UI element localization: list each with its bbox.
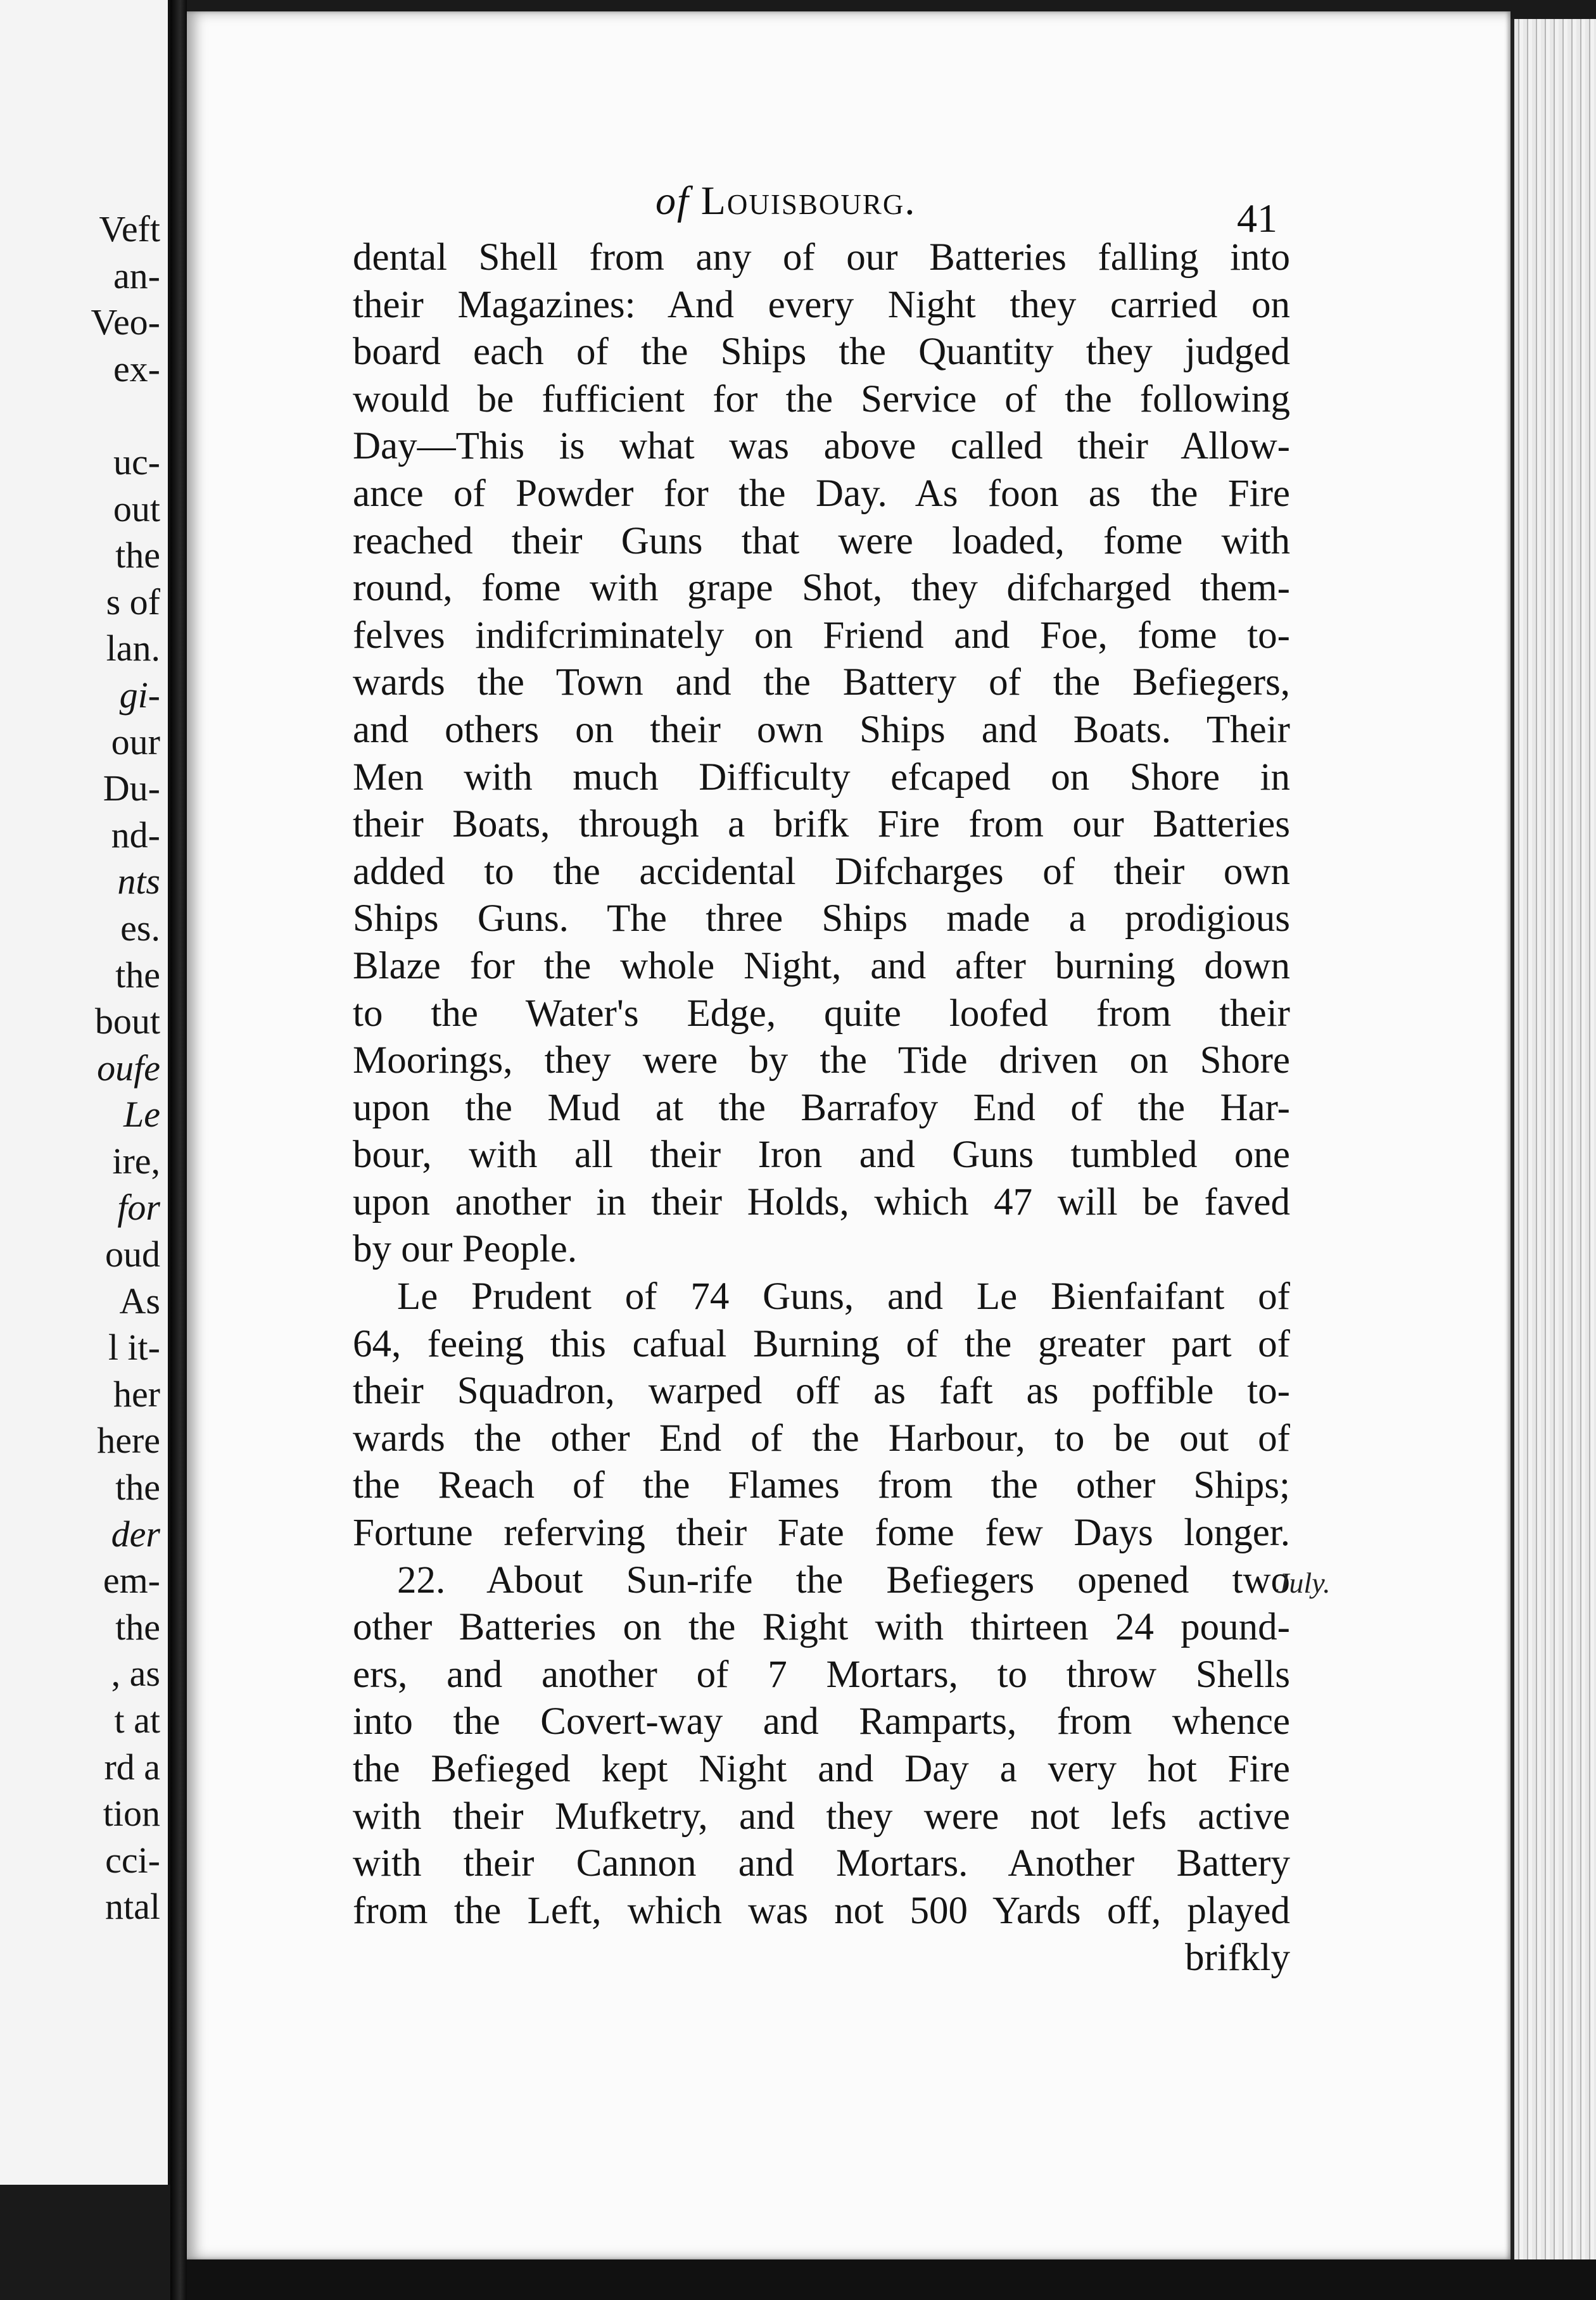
left-line: an- — [113, 255, 160, 296]
left-line: , as — [111, 1653, 160, 1695]
left-line: nd- — [111, 814, 160, 856]
left-line: her — [113, 1373, 160, 1415]
text-line: Men with much Difficulty efcaped on Shore in — [353, 755, 1290, 799]
left-line: Veo- — [91, 301, 160, 343]
catchword: brifkly — [1184, 1937, 1290, 1980]
text-line: the Reach of the Flames from the other Ships; — [353, 1464, 1290, 1507]
text-line: 22. About Sun-rife the Befiegers opened two — [397, 1558, 1290, 1602]
left-line: gi- — [119, 674, 160, 716]
left-line: Le — [124, 1094, 160, 1135]
text-line: 64, feeing this cafual Burning of the greater part of — [353, 1322, 1290, 1365]
left-line: ex- — [113, 348, 160, 389]
left-line: cci- — [105, 1839, 160, 1881]
text-line: upon the Mud at the Barrafoy End of the Har- — [353, 1086, 1290, 1129]
left-line: t at — [114, 1700, 160, 1741]
left-line: ntal — [105, 1886, 160, 1928]
text-line: wards the Town and the Battery of the Befiegers, — [353, 661, 1290, 704]
left-line — [91, 392, 160, 439]
text-line: into the Covert-way and Ramparts, from whence — [353, 1700, 1290, 1743]
left-line: out — [113, 488, 160, 529]
page-number: 41 — [1237, 196, 1277, 241]
running-head-of: of — [656, 178, 690, 223]
left-line: the — [115, 534, 160, 576]
text-line: to the Water's Edge, quite loofed from their — [353, 992, 1290, 1035]
left-line: our — [111, 721, 160, 762]
text-line: round, fome with grape Shot, they difcharged them- — [353, 567, 1290, 610]
running-head — [656, 177, 916, 224]
left-line: der — [111, 1513, 160, 1555]
text-line: with their Mufketry, and they were not lefs active — [353, 1795, 1290, 1838]
text-line: felves indifcriminately on Friend and Foe, fome to- — [353, 614, 1290, 657]
text-line: added to the accidental Difcharges of their own — [353, 850, 1290, 893]
left-page — [0, 0, 170, 2185]
text-line: Moorings, they were by the Tide driven on Shore — [353, 1039, 1290, 1082]
left-line: s of — [106, 581, 160, 622]
text-line: and others on their own Ships and Boats. Their — [353, 708, 1290, 751]
left-line: nts — [117, 861, 160, 902]
book-gutter — [170, 0, 187, 2300]
left-line: l it- — [108, 1327, 160, 1368]
left-line: es. — [120, 907, 160, 949]
left-line: lan. — [106, 628, 160, 669]
margin-note-date: July. — [1276, 1567, 1331, 1599]
left-line: Veft — [99, 208, 160, 250]
text-line: other Batteries on the Right with thirteen 24 pound- — [353, 1606, 1290, 1649]
text-line: their Boats, through a brifk Fire from our Batteries — [353, 803, 1290, 846]
left-line: bout — [94, 1001, 160, 1042]
text-line: their Magazines: And every Night they carried on — [353, 283, 1290, 326]
text-line: their Squadron, warped off as faft as poffible to- — [353, 1370, 1290, 1413]
text-line: the Befieged kept Night and Day a very hot Fire — [353, 1748, 1290, 1790]
left-line: Du- — [103, 768, 160, 809]
left-line: the — [115, 1467, 160, 1508]
left-line: the — [115, 954, 160, 995]
left-line: the — [115, 1606, 160, 1648]
main-page — [187, 11, 1510, 2259]
text-line: Fortune referving their Fate fome few Days longer. — [353, 1512, 1290, 1555]
left-line: oufe — [97, 1047, 160, 1089]
left-line: As — [119, 1280, 160, 1322]
text-line: upon another in their Holds, which 47 will be faved — [353, 1180, 1290, 1223]
left-line: here — [97, 1420, 160, 1462]
text-line: wards the other End of the Harbour, to be out of — [353, 1417, 1290, 1460]
text-line: from the Left, which was not 500 Yards off, played — [353, 1889, 1290, 1932]
left-page-text — [91, 206, 160, 1930]
text-line: dental Shell from any of our Batteries falling into — [353, 236, 1290, 279]
text-line: ers, and another of 7 Mortars, to throw Shells — [353, 1653, 1290, 1696]
text-line: reached their Guns that were loaded, fome with — [353, 519, 1290, 562]
left-line: rd a — [104, 1746, 160, 1788]
text-line: would be fufficient for the Service of the following — [353, 377, 1290, 420]
text-line: Blaze for the whole Night, and after burning down — [353, 944, 1290, 987]
text-line: board each of the Ships the Quantity they judged — [353, 331, 1290, 374]
left-line: ire, — [112, 1140, 160, 1182]
left-line: oud — [105, 1234, 160, 1275]
scan-bottom-edge — [187, 2259, 1596, 2300]
text-line: ance of Powder for the Day. As foon as the Fire — [353, 472, 1290, 515]
text-line: by our People. — [353, 1228, 578, 1271]
text-line: with their Cannon and Mortars. Another Battery — [353, 1842, 1290, 1885]
text-line: Ships Guns. The three Ships made a prodigious — [353, 897, 1290, 940]
left-line: em- — [103, 1560, 160, 1602]
left-line: tion — [103, 1793, 160, 1835]
body-text — [353, 234, 1290, 1982]
left-line: uc- — [113, 441, 160, 483]
page-edges — [1510, 19, 1596, 2261]
text-line: Day—This is what was above called their Allow- — [353, 425, 1290, 468]
running-head-title: Louisbourg. — [700, 178, 916, 223]
text-line: Le Prudent of 74 Guns, and Le Bienfaifant of — [397, 1275, 1290, 1318]
left-line: for — [117, 1187, 160, 1229]
text-line: bour, with all their Iron and Guns tumbled one — [353, 1134, 1290, 1177]
